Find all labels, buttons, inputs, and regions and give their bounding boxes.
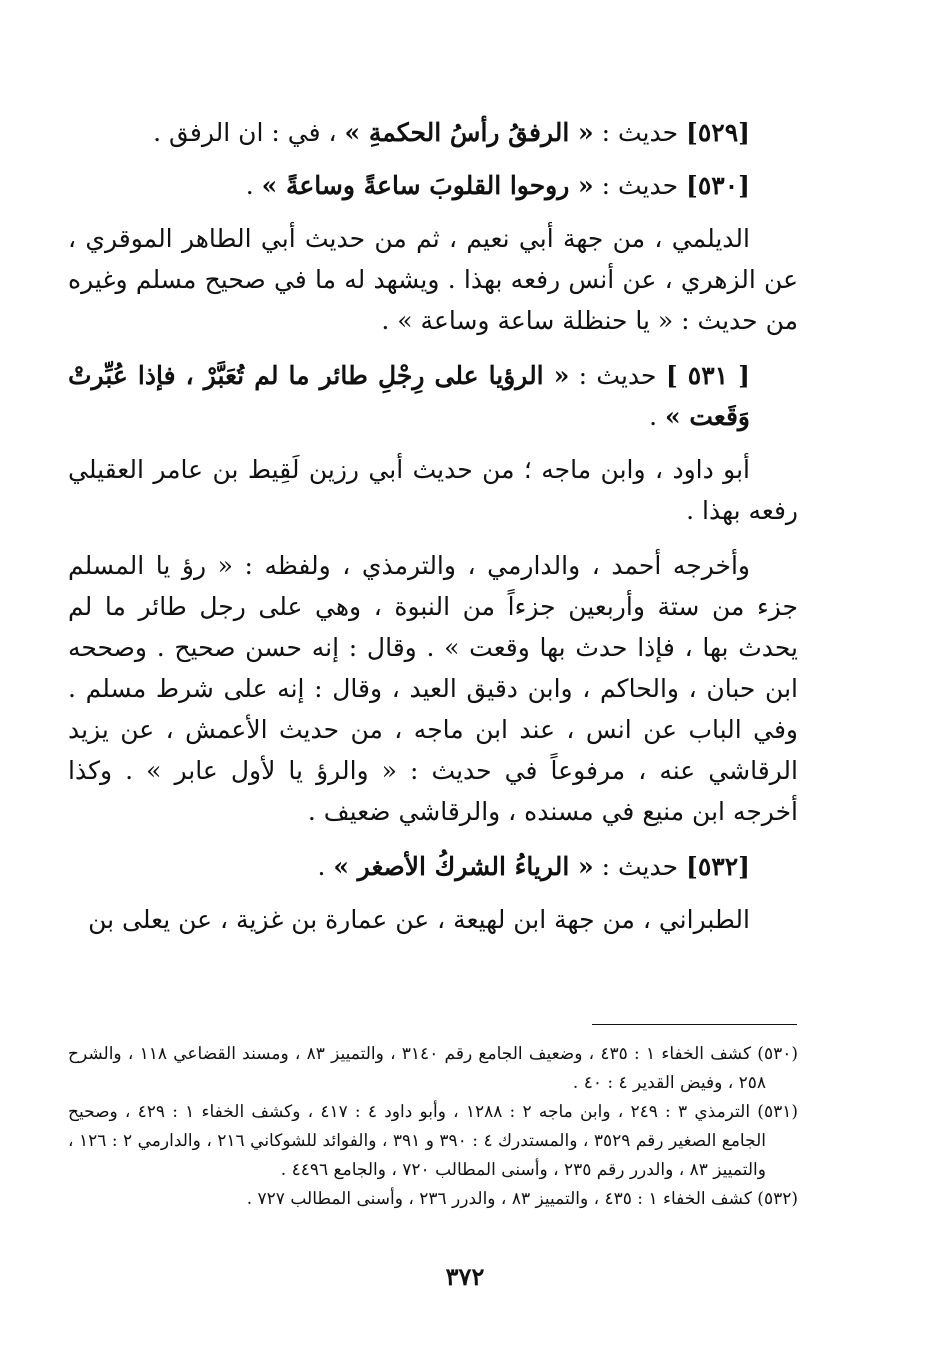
hadith-heading-531 <box>68 355 798 437</box>
hadith-after: ، في : ان الرفق . <box>153 118 337 147</box>
commentary-532: الطبراني ، من جهة ابن لهيعة ، عن عمارة بن غزية ، عن يعلى بن <box>88 905 750 934</box>
hadith-quote: « روحوا القلوبَ ساعةً وساعةً » <box>261 171 594 200</box>
page-number: ٣٧٢ <box>445 1262 485 1291</box>
hadith-label: حديث : <box>601 118 679 147</box>
hadith-number: [٥٢٩] <box>686 118 750 147</box>
footnote-divider <box>592 1024 797 1025</box>
hadith-number: [٥٣٢] <box>686 852 750 881</box>
hadith-after: . <box>317 852 326 881</box>
hadith-label: حديث : <box>601 852 679 881</box>
hadith-label: حديث : <box>601 171 679 200</box>
hadith-number: [٥٣٠] <box>686 171 750 200</box>
hadith-quote: « الرؤيا على رِجْلِ طائر ما لم تُعَبَّرْ ، فإذا عُبِّرتْ وَقَعت » <box>68 361 750 431</box>
hadith-number: [ ٥٣١ ] <box>665 361 750 390</box>
commentary-531-a: أبو داود ، وابن ماجه ؛ من حديث أبي رزين لَقِيط بن عامر العقيلي رفعه بهذا . <box>68 455 798 525</box>
hadith-heading-530 <box>68 165 798 206</box>
commentary-530: الديلمي ، من جهة أبي نعيم ، ثم من حديث أبي الطاهر الموقري ، عن الزهري ، عن أنس رفعه بهذا . ويشهد له ما في صحيح مسلم وغيره من حديث : « يا حنظلة ساعة وساعة » . <box>68 224 798 335</box>
hadith-quote: « الرياءُ الشركُ الأصغر » <box>333 852 594 881</box>
hadith-heading-529 <box>68 112 798 153</box>
footnote-530: (٥٣٠) كشف الخفاء ١ : ٤٣٥ ، وضعيف الجامع رقم ٣١٤٠ ، والتمييز ٨٣ ، ومسند القضاعي ١١٨ ، والشرح ٢٥٨ ، وفيض القدير ٤ : ٤٠ . <box>68 1044 798 1093</box>
footnote-531: (٥٣١) الترمذي ٣ : ٢٤٩ ، وابن ماجه ٢ : ١٢٨٨ ، وأبو داود ٤ : ٤١٧ ، وكشف الخفاء ١ : ٤٢٩ ، وصحيح الجامع الصغير رقم ٣٥٢٩ ، والمستدرك ٤ : ٣٩٠ و ٣٩١ ، والفوائد للشوكاني ٢١٦ ، والدارمي ٢ : ١٢٦ ، والتمييز ٨٣ ، والدرر رقم ٢٣٥ ، وأسنى المطالب ٧٢٠ ، والجامع ٤٤٩٦ . <box>68 1102 798 1180</box>
main-text <box>68 112 798 954</box>
footnotes <box>68 1040 798 1214</box>
footnote-532: (٥٣٢) كشف الخفاء ١ : ٤٣٥ ، والتمييز ٨٣ ، والدرر ٢٣٦ ، وأسنى المطالب ٧٢٧ . <box>246 1189 798 1209</box>
hadith-after: . <box>245 171 254 200</box>
hadith-label: حديث : <box>578 361 657 390</box>
hadith-heading-532 <box>68 846 798 887</box>
hadith-quote: « الرفقُ رأسُ الحكمةِ » <box>344 118 594 147</box>
hadith-after: . <box>649 402 658 431</box>
commentary-531-b: وأخرجه أحمد ، والدارمي ، والترمذي ، ولفظه : « رؤ يا المسلم جزء من ستة وأربعين جزءاً من النبوة ، وهي على رجل طائر ما لم يحدث بها ، فإذا حدث بها وقعت » . وقال : إنه حسن صحيح . وصححه ابن حبان ، والحاكم ، وابن دقيق العيد ، وقال : إنه على شرط مسلم . وفي الباب عن انس ، عند ابن ماجه ، من حديث الأعمش ، عن يزيد الرقاشي عنه ، مرفوعاً في حديث : « والرؤ يا لأول عابر » . وكذا أخرجه ابن منيع في مسنده ، والرقاشي ضعيف . <box>68 551 798 826</box>
